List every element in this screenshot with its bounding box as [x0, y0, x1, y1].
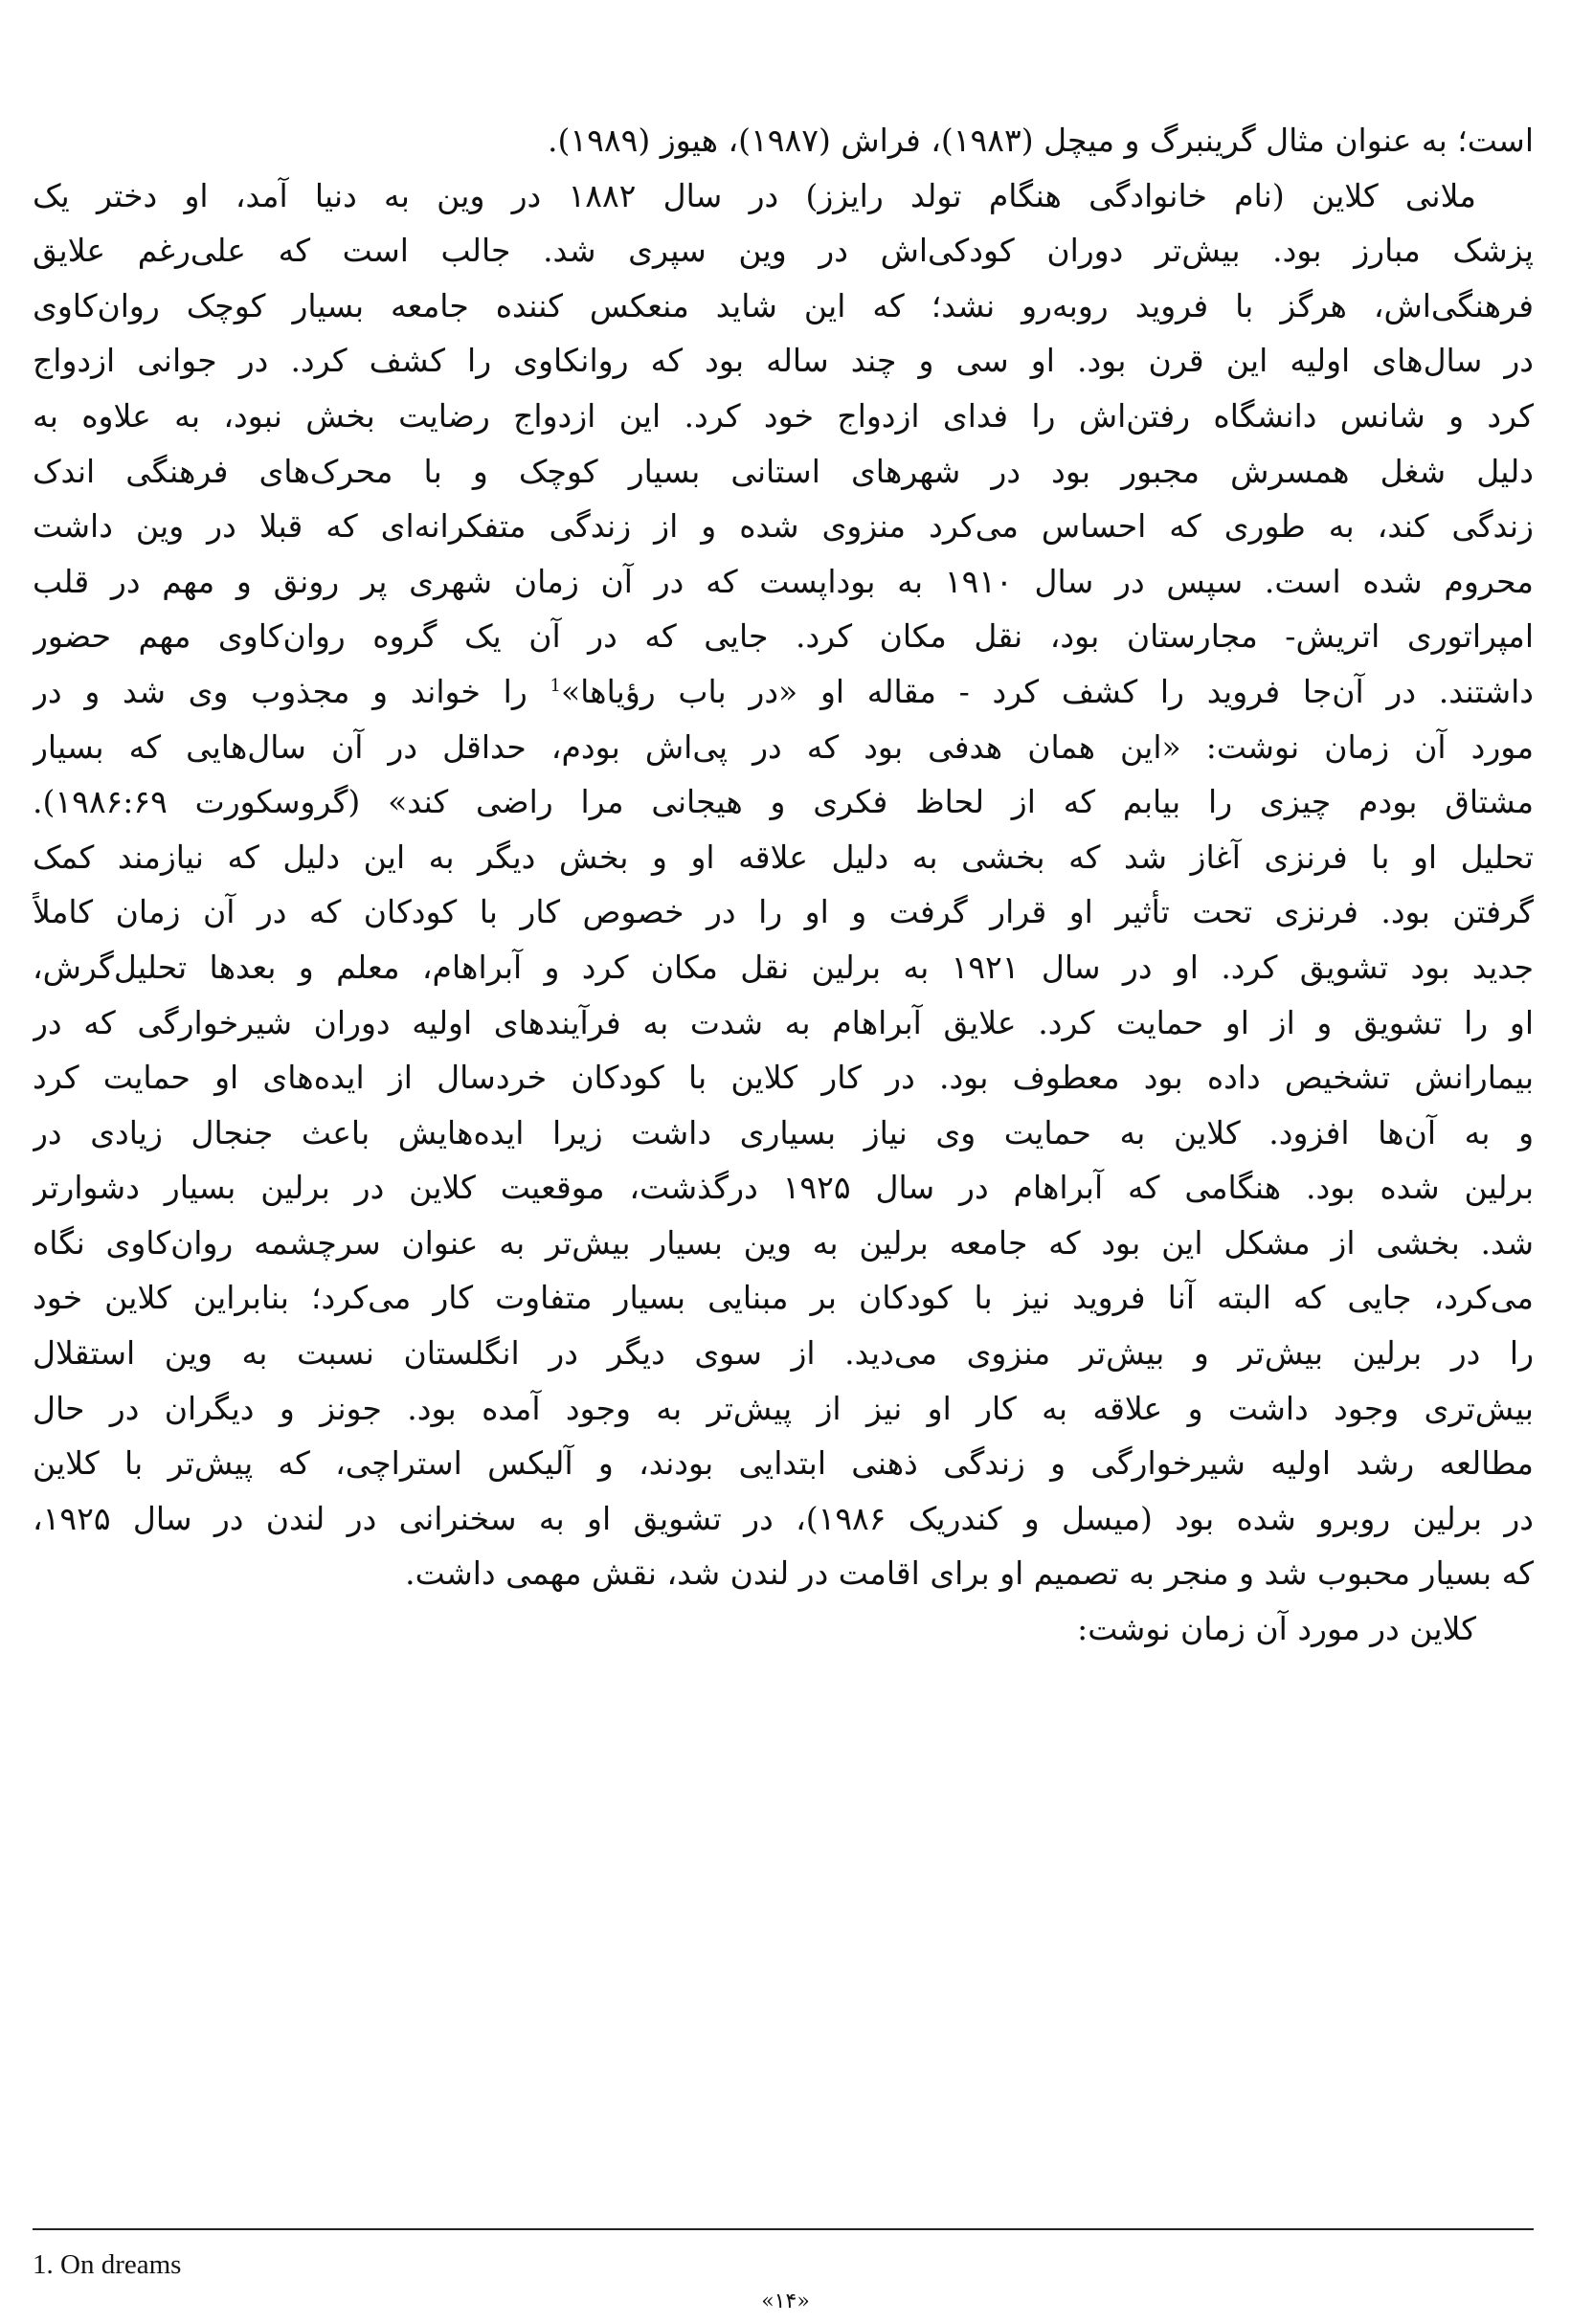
line-text: بیمارانش تشخیص داده بود معطوف بود. در کار کلاین با کودکان خردسال از ایده‌های او حمایت کرد	[33, 1059, 1534, 1097]
footnote-separator	[33, 2228, 1534, 2230]
text-line	[33, 1326, 1534, 1381]
text-line	[33, 1546, 1534, 1601]
text-line	[33, 444, 1534, 500]
text-line	[33, 1216, 1534, 1271]
text-line	[33, 333, 1534, 389]
line-text: محروم شده است. سپس در سال ۱۹۱۰ به بوداپست که در آن زمان شهری پر رونق و مهم در قلب	[33, 562, 1534, 600]
line-text: در سال‌های اولیه این قرن بود. او سی و چند ساله بود که روانکاوی را کشف کرد. در جوانی ازدواج	[33, 342, 1534, 380]
text-line	[33, 664, 1534, 720]
line-text: او را تشویق و از او حمایت کرد. علایق آبراهام به شدت به فرآیندهای اولیه دوران شیرخوارگی که در	[33, 1003, 1534, 1041]
line-text: فرهنگی‌اش، هرگز با فروید روبه‌رو نشد؛ که این شاید منعکس کننده جامعه بسیار کوچک روان‌کاوی	[33, 286, 1534, 324]
text-line	[33, 279, 1534, 334]
text-line	[33, 223, 1534, 279]
line-text: گرفتن بود. فرنزی تحت تأثیر او قرار گرفت و او را در خصوص کار با کودکان که در آن زمان کاملاً	[33, 893, 1534, 931]
line-text: زندگی کند، به طوری که احساس می‌کرد منزوی شده و از زندگی متفکرانه‌ای که قبلا در وین داشت	[33, 507, 1534, 546]
text-line	[33, 1270, 1534, 1326]
text-line	[33, 774, 1534, 830]
line-text: که بسیار محبوب شد و منجر به تصمیم او برای اقامت در لندن شد، نقش مهمی داشت.	[405, 1554, 1534, 1593]
text-line	[33, 168, 1534, 224]
text-line	[33, 389, 1534, 444]
line-text: پزشک مبارز بود. بیش‌تر دوران کودکی‌اش در وین سپری شد. جالب است که علی‌رغم علایق	[33, 232, 1534, 270]
text-line	[33, 884, 1534, 940]
text-line	[33, 830, 1534, 885]
text-line	[33, 1106, 1534, 1161]
text-line	[33, 554, 1534, 610]
line-text: مشتاق بودم چیزی را بیابم که از لحاظ فکری و هیجانی مرا راضی کند» (گروسکورت ۱۹۸۶:۶۹).	[33, 783, 1534, 821]
text-line	[33, 995, 1534, 1051]
line-text: جدید بود تشویق کرد. او در سال ۱۹۲۱ به برلین نقل مکان کرد و آبراهام، معلم و بعدها تحلیل‌گرش،	[33, 948, 1534, 986]
line-text: مورد آن زمان نوشت: «این همان هدفی بود که در پی‌اش بودم، حداقل در آن سال‌هایی که بسیار	[33, 727, 1534, 766]
line-text: کلاین در مورد آن زمان نوشت:	[1077, 1610, 1476, 1648]
text-line	[33, 720, 1534, 775]
text-line	[33, 1601, 1534, 1657]
line-text: ملانی کلاین (نام خانوادگی هنگام تولد رایزز) در سال ۱۸۸۲ در وین به دنیا آمد، او دختر یک	[33, 176, 1476, 214]
text-line	[33, 940, 1534, 995]
text-line	[33, 1160, 1534, 1216]
line-text: را در برلین بیش‌تر و بیش‌تر منزوی می‌دید. از سوی دیگر در انگلستان نسبت به وین استقلال	[33, 1334, 1534, 1373]
text-line	[33, 499, 1534, 554]
line-text: دلیل شغل همسرش مجبور بود در شهرهای استانی بسیار کوچک و با محرک‌های فرهنگی اندک	[33, 452, 1534, 490]
line-text: برلین شده بود. هنگامی که آبراهام در سال ۱۹۲۵ درگذشت، موقعیت کلاین در برلین بسیار دشوارتر	[33, 1169, 1534, 1207]
text-line	[33, 1491, 1534, 1547]
footnote-marker[interactable]: 1	[550, 675, 561, 696]
footnote: 1. On dreams	[33, 2249, 182, 2280]
line-text: امپراتوری اتریش- مجارستان بود، نقل مکان کرد. جایی که در آن یک گروه روان‌کاوی مهم حضور	[33, 617, 1534, 656]
text-line	[33, 113, 1534, 168]
line-text: کرد و شانس دانشگاه رفتن‌اش را فدای ازدواج خود کرد. این ازدواج رضایت بخش نبود، به علاوه به	[33, 396, 1534, 435]
line-text: مطالعه رشد اولیه شیرخوارگی و زندگی ذهنی ابتدایی بودند، و آلیکس استراچی، که پیش‌تر با کلاین	[33, 1444, 1534, 1483]
line-text: در برلین روبرو شده بود (میسل و کندریک ۱۹۸۶)، در تشویق او به سخنرانی در لندن در سال ۱۹۲۵،	[33, 1499, 1534, 1537]
line-text: شد. بخشی از مشکل این بود که جامعه برلین به وین بسیار بیش‌تر به عنوان سرچشمه روان‌کاوی نگاه	[33, 1223, 1534, 1262]
line-text-tail: را خواند و مجذوب وی شد و در	[33, 672, 550, 710]
text-line	[33, 609, 1534, 664]
text-line	[33, 1436, 1534, 1491]
page-number: «۱۴»	[761, 2290, 810, 2313]
text-line	[33, 1381, 1534, 1437]
line-text: است؛ به عنوان مثال گرینبرگ و میچل (۱۹۸۳)، فراش (۱۹۸۷)، هیوز (۱۹۸۹).	[548, 122, 1534, 159]
body-text	[33, 113, 1534, 1657]
text-line	[33, 1050, 1534, 1106]
line-text: می‌کرد، جایی که البته آنا فروید نیز با کودکان بر مبنایی بسیار متفاوت کار می‌کرد؛ بنابراین کلاین خود	[33, 1279, 1534, 1317]
line-text: داشتند. در آن‌جا فروید را کشف کرد - مقاله او «در باب رؤیاها»	[560, 672, 1534, 710]
line-text: و به آن‌ها افزود. کلاین به حمایت وی نیاز بسیاری داشت زیرا ایده‌هایش باعث جنجال زیادی در	[33, 1113, 1534, 1151]
line-text: بیش‌تری وجود داشت و علاقه به کار او نیز از پیش‌تر به وجود آمده بود. جونز و دیگران در حال	[33, 1389, 1534, 1427]
line-text: تحلیل او با فرنزی آغاز شد که بخشی به دلیل علاقه او و بخش دیگر به این دلیل که نیازمند کمک	[33, 838, 1534, 876]
